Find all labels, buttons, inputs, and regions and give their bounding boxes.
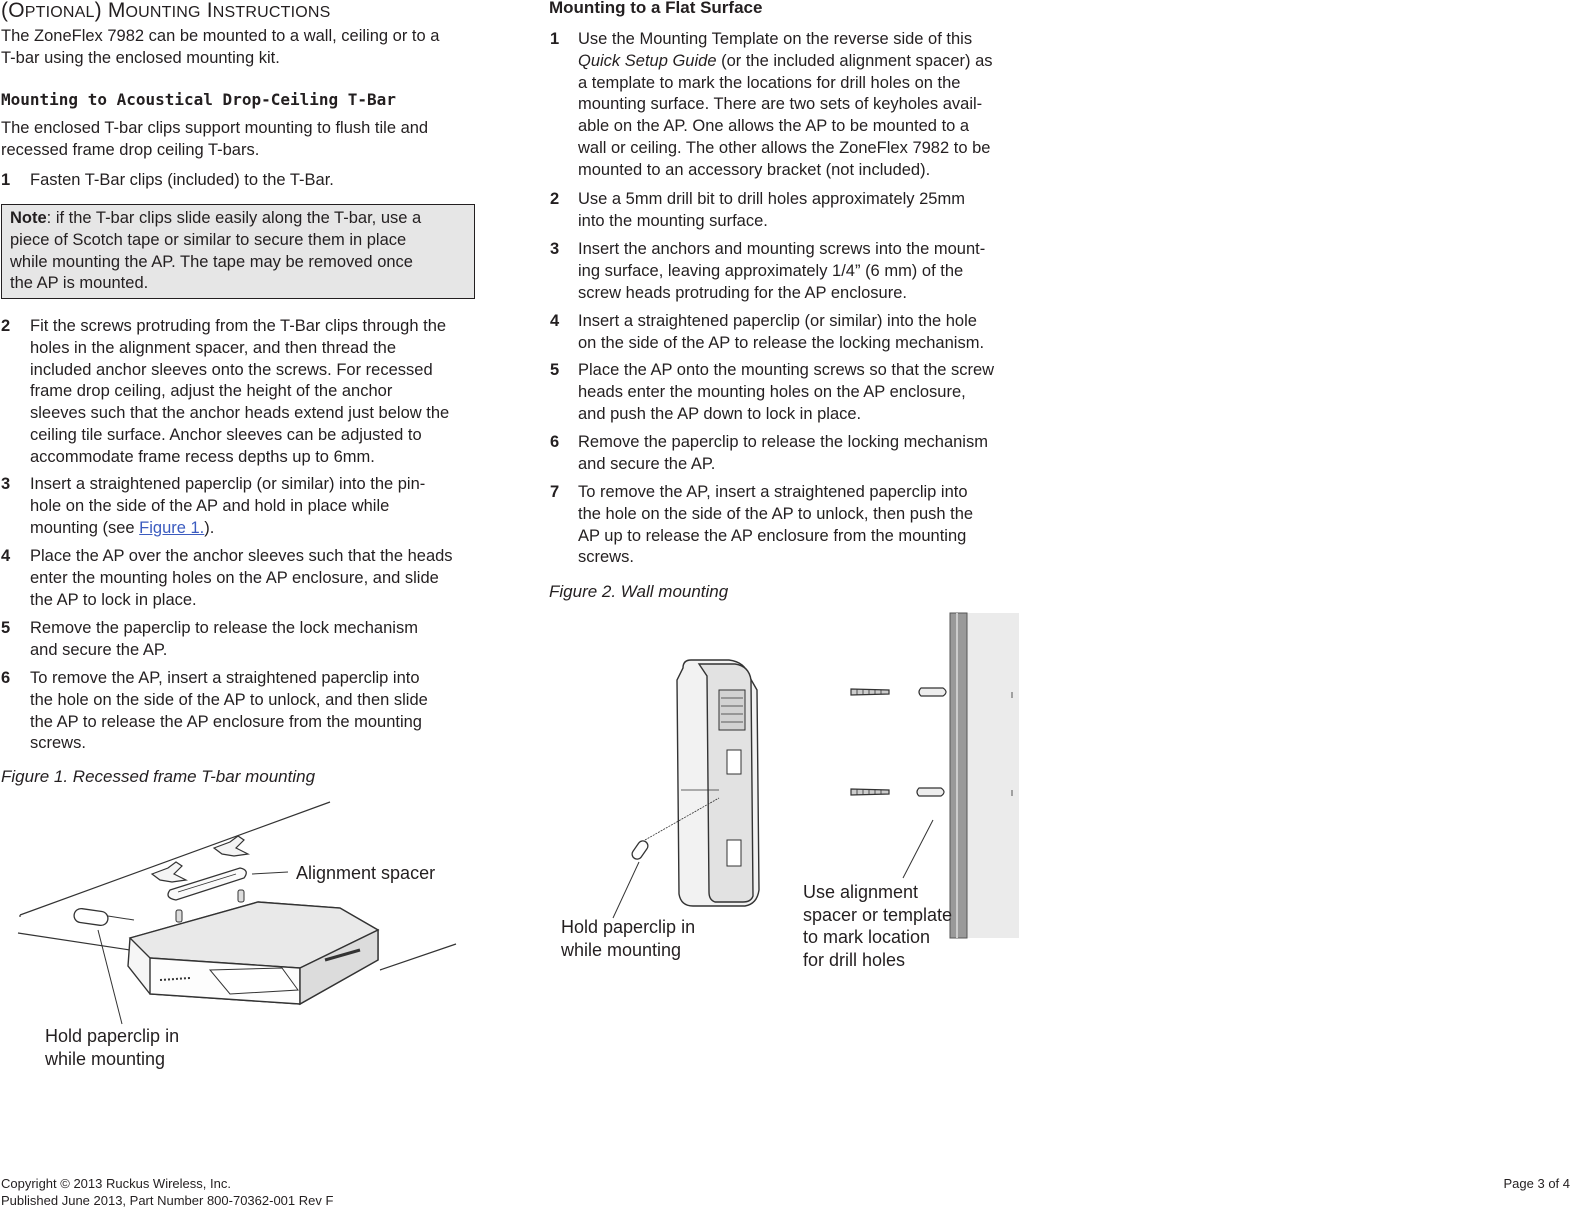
anchor (919, 688, 946, 696)
anchors (903, 688, 946, 878)
figure-2-alignment-label: Use alignment spacer or template to mark location for drill holes (803, 882, 953, 970)
figure-1-paperclip-label: Hold paperclip in while mounting (45, 1026, 180, 1069)
keyhole (727, 840, 741, 866)
alignment-leader (252, 872, 288, 874)
paperclip (73, 908, 134, 1024)
intro-paragraph: The ZoneFlex 7982 can be mounted to a wall, ceiling or to a T-bar using the enclosed mounting kit. (1, 27, 440, 67)
page-number: Page 3 of 4 (1503, 1176, 1570, 1191)
tbar-intro: The enclosed T-bar clips support mounting to flush tile and recessed frame drop ceiling T-bars. (1, 119, 429, 159)
note-box: Note: if the T-bar clips slide easily along the T-bar, use a piece of Scotch tape or similar to secure them in place while mounting the AP. The tape may be removed once the AP is mounted. (1, 204, 475, 299)
keyhole (727, 750, 741, 774)
access-point-wall (677, 660, 759, 906)
screws (851, 689, 889, 795)
ap-vent (719, 690, 745, 730)
flat-surface-heading: Mounting to a Flat Surface (549, 0, 763, 17)
alignment-spacer (168, 868, 288, 900)
footer-left (1, 1175, 333, 1209)
wall (950, 613, 1019, 938)
figure-1-caption: Figure 1. Recessed frame T-bar mounting (1, 767, 316, 786)
figure-1-link[interactable]: Figure 1. (139, 518, 205, 537)
figure-2-caption: Figure 2. Wall mounting (549, 582, 729, 601)
anchor (917, 788, 944, 796)
tbar-heading: Mounting to Acoustical Drop-Ceiling T-Bar (1, 90, 396, 109)
section-title: (OPTIONAL) MOUNTING INSTRUCTIONS (1, 0, 331, 22)
alignment-leader (903, 820, 933, 878)
figure-2-paperclip-label: Hold paperclip in while mounting (561, 917, 696, 960)
paperclip-leader (613, 862, 639, 918)
figure-1-alignment-label: Alignment spacer (296, 863, 436, 883)
wall-edge (950, 613, 967, 938)
published-info: Published June 2013, Part Number 800-70362-001 Rev F (1, 1193, 334, 1208)
copyright: Copyright © 2013 Ruckus Wireless, Inc. (1, 1176, 231, 1191)
access-point (128, 902, 378, 1004)
paperclip-leader (98, 930, 122, 1024)
note-label: Note (10, 209, 47, 227)
tbar-clip (214, 836, 248, 856)
